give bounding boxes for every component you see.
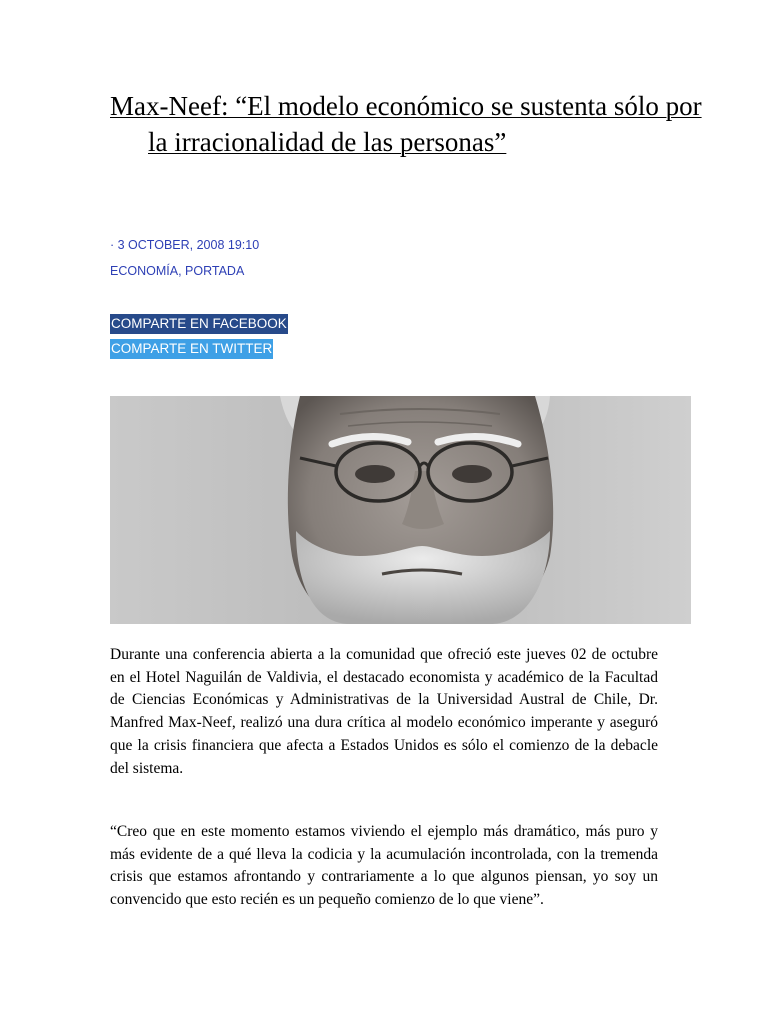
post-date: · 3 OCTOBER, 2008 19:10	[110, 238, 260, 252]
article-paragraph-2: “Creo que en este momento estamos viviendo el ejemplo más dramático, más puro y más evidente de a qué lleva la codicia y la acumulación incontrolada, con la tremenda crisis que estamos afrontando y contrariamente a lo que algunos piensan, yo soy un convencido que esto recién es un pequeño comienzo de lo que viene”.	[110, 823, 658, 909]
share-twitter-button[interactable]: COMPARTE EN TWITTER	[110, 339, 273, 359]
category-separator: ,	[178, 264, 186, 278]
article-title[interactable]: Max-Neef: “El modelo económico se sustenta sólo por la irracionalidad de las personas”	[110, 91, 702, 157]
category-link-economia[interactable]: ECONOMÍA	[110, 264, 179, 278]
share-facebook-button[interactable]: COMPARTE EN FACEBOOK	[110, 314, 288, 334]
category-link-portada[interactable]: PORTADA	[185, 264, 245, 278]
article-photo	[110, 396, 691, 624]
post-categories	[110, 264, 244, 278]
article-paragraph-1: Durante una conferencia abierta a la comunidad que ofreció este jueves 02 de octubre en el Hotel Naguilán de Valdivia, el destacado economista y académico de la Facultad de Ciencias Económicas y Administrativas de la Universidad Austral de Chile, Dr. Manfred Max-Neef, realizó una dura crítica al modelo económico imperante y aseguró que la crisis financiera que afecta a Estados Unidos es sólo el comienzo de la debacle del sistema.	[110, 646, 658, 777]
